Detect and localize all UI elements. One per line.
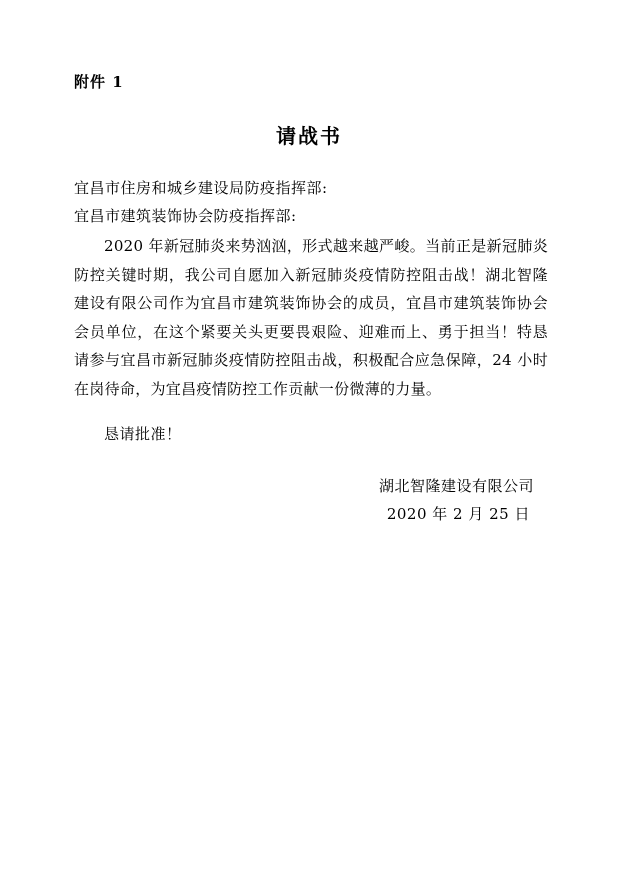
recipient-line-1: 宜昌市住房和城乡建设局防疫指挥部:: [74, 179, 328, 197]
recipient-line-2: 宜昌市建筑装饰协会防疫指挥部:: [74, 207, 297, 225]
request-line: 恳请批准！: [104, 425, 182, 443]
signature-company: 湖北智隆建设有限公司: [378, 477, 534, 495]
body-paragraph: 2020 年新冠肺炎来势汹汹，形式越来越严峻。当前正是新冠肺炎防控关键时期，我公司自愿加入新冠肺炎疫情防控阻击战！湖北智隆建设有限公司作为宜昌市建筑装饰协会的成员，宜昌市建筑装饰协会会员单位，在这个紧要关头更要畏艰险、迎难而上、勇于担当！特恳请参与宜昌市新冠肺炎疫情防控阻击战，积极配合应急保障，24 小时在岗待命，为宜昌疫情防控工作贡献一份微薄的力量。: [74, 237, 548, 398]
attachment-label: 附件 1: [74, 73, 124, 91]
signature-date: 2020 年 2 月 25 日: [386, 505, 530, 523]
page-title: 请战书: [276, 124, 342, 148]
